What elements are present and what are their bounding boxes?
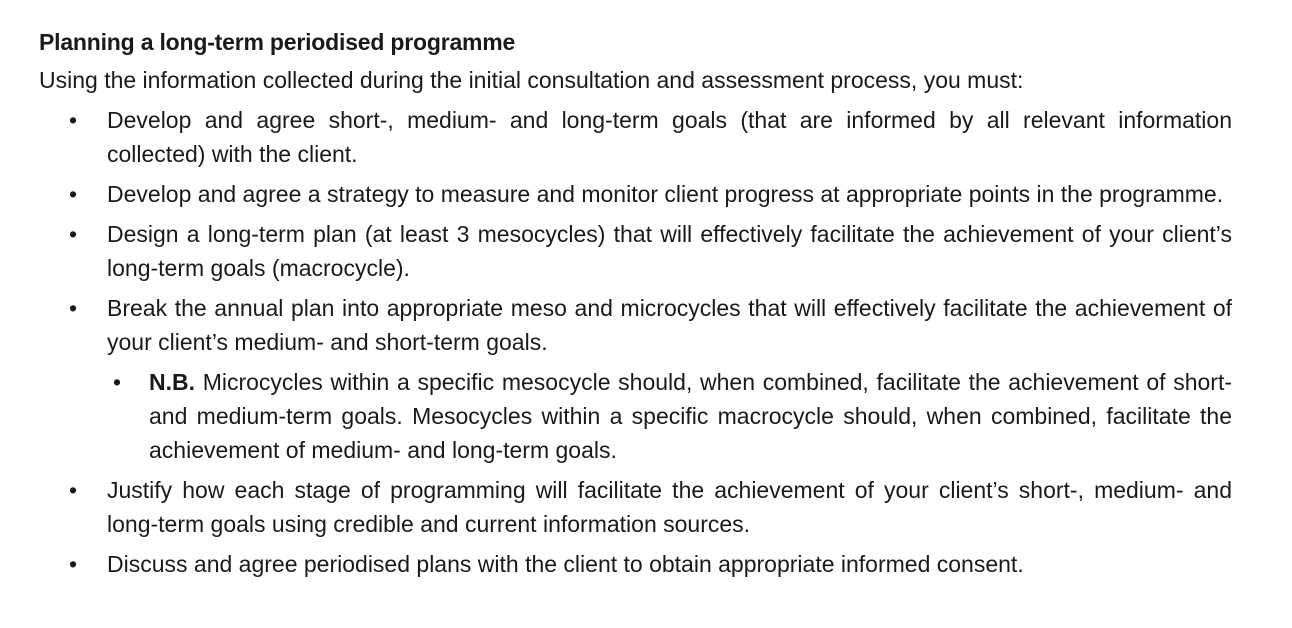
bullet-icon: • — [68, 295, 78, 321]
list-item — [39, 547, 1232, 581]
list-item-text: Develop and agree a strategy to measure and monitor client progress at appropriate points in the programme. — [107, 181, 1224, 207]
list-item-text: Break the annual plan into appropriate meso and microcycles that will effectively facilitate the achievement of your client’s medium- and short-term goals. — [107, 295, 1232, 355]
requirements-list — [39, 103, 1232, 581]
list-item-text: Justify how each stage of programming will facilitate the achievement of your client’s short-, medium- and long-term goals using credible and current information sources. — [107, 477, 1232, 537]
list-item — [39, 217, 1232, 285]
bullet-icon: • — [68, 551, 78, 577]
list-item-text: Discuss and agree periodised plans with the client to obtain appropriate informed consent. — [107, 551, 1024, 577]
bullet-icon: • — [112, 369, 122, 395]
sub-list — [107, 365, 1232, 467]
bullet-icon: • — [68, 181, 78, 207]
sub-list-item — [107, 365, 1232, 467]
list-item — [39, 103, 1232, 171]
bullet-icon: • — [68, 477, 78, 503]
section-heading: Planning a long-term periodised programme — [39, 29, 516, 55]
list-item — [39, 473, 1232, 541]
list-item — [39, 291, 1232, 467]
bullet-icon: • — [68, 221, 78, 247]
list-item — [39, 177, 1232, 211]
list-item-text: Design a long-term plan (at least 3 mesocycles) that will effectively facilitate the achievement of your client’s long-term goals (macrocycle). — [107, 221, 1232, 281]
bullet-icon: • — [68, 107, 78, 133]
note-label: N.B. — [149, 369, 195, 395]
note-text: Microcycles within a specific mesocycle should, when combined, facilitate the achievement of short- and medium-term goals. Mesocycles within a specific macrocycle should, when combined, facilitate the achievement of medium- and long-term goals. — [149, 369, 1232, 463]
intro-paragraph: Using the information collected during the initial consultation and assessment process, you must: — [39, 67, 1024, 93]
list-item-text: Develop and agree short-, medium- and long-term goals (that are informed by all relevant information collected) with the client. — [107, 107, 1232, 167]
